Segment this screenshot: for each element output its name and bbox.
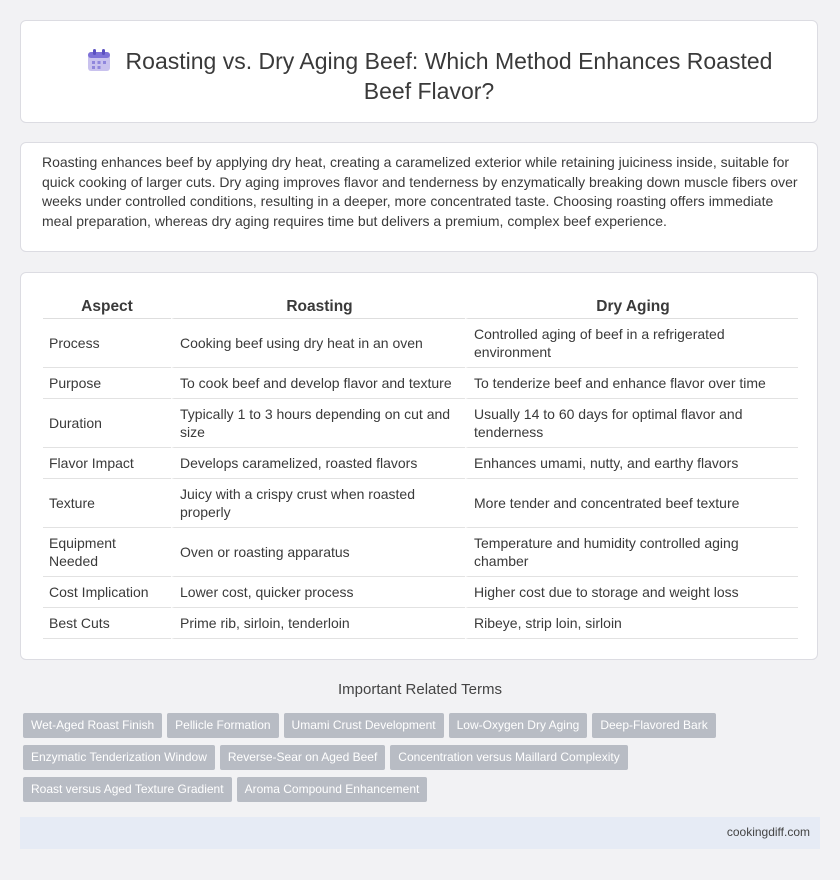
comparison-table: [43, 296, 798, 639]
table-cell: Usually 14 to 60 days for optimal flavor and tenderness: [465, 399, 798, 448]
table-cell: Oven or roasting apparatus: [171, 528, 465, 577]
table-cell: Equipment Needed: [43, 528, 171, 577]
term-tag[interactable]: Low-Oxygen Dry Aging: [449, 713, 588, 738]
table-cell: Typically 1 to 3 hours depending on cut and size: [171, 399, 465, 448]
table-row: [43, 399, 798, 448]
table-cell: Best Cuts: [43, 608, 171, 639]
page-title: Roasting vs. Dry Aging Beef: Which Method Enhances Roasted Beef Flavor?: [125, 48, 773, 104]
term-tag[interactable]: Pellicle Formation: [167, 713, 278, 738]
table-row: [43, 319, 798, 368]
table-cell: Duration: [43, 399, 171, 448]
related-terms-list: [23, 713, 813, 809]
table-cell: Cooking beef using dry heat in an oven: [171, 319, 465, 368]
table-cell: More tender and concentrated beef texture: [465, 479, 798, 528]
table-cell: Purpose: [43, 368, 171, 399]
term-tag[interactable]: Concentration versus Maillard Complexity: [390, 745, 627, 770]
table-row: [43, 368, 798, 399]
footer-bar: [20, 817, 820, 849]
term-tag[interactable]: Umami Crust Development: [284, 713, 444, 738]
term-tag[interactable]: Roast versus Aged Texture Gradient: [23, 777, 232, 802]
table-cell: Cost Implication: [43, 577, 171, 608]
table-cell: To tenderize beef and enhance flavor over time: [465, 368, 798, 399]
table-cell: Prime rib, sirloin, tenderloin: [171, 608, 465, 639]
table-cell: Develops caramelized, roasted flavors: [171, 448, 465, 479]
table-row: [43, 479, 798, 528]
header-dry-aging: Dry Aging: [465, 296, 798, 319]
table-cell: Texture: [43, 479, 171, 528]
comparison-table-card: [20, 272, 818, 660]
term-tag[interactable]: Aroma Compound Enhancement: [237, 777, 428, 802]
table-cell: Controlled aging of beef in a refrigerated environment: [465, 319, 798, 368]
term-tag[interactable]: Wet-Aged Roast Finish: [23, 713, 162, 738]
table-cell: Higher cost due to storage and weight loss: [465, 577, 798, 608]
title-card: [20, 20, 818, 123]
table-cell: Ribeye, strip loin, sirloin: [465, 608, 798, 639]
table-cell: Temperature and humidity controlled aging chamber: [465, 528, 798, 577]
table-row: [43, 608, 798, 639]
table-cell: Process: [43, 319, 171, 368]
calendar-icon: [86, 47, 112, 73]
table-row: [43, 577, 798, 608]
footer-site-link[interactable]: cookingdiff.com: [726, 825, 810, 839]
intro-card: [20, 142, 818, 252]
page-title-wrap: [61, 46, 797, 106]
table-cell: Lower cost, quicker process: [171, 577, 465, 608]
table-row: [43, 448, 798, 479]
header-aspect: Aspect: [43, 296, 171, 319]
term-tag[interactable]: Deep-Flavored Bark: [592, 713, 715, 738]
table-cell: Enhances umami, nutty, and earthy flavors: [465, 448, 798, 479]
intro-paragraph: Roasting enhances beef by applying dry heat, creating a caramelized exterior while retaining juiciness inside, suitable for quick cooking of larger cuts. Dry aging improves flavor and tenderness by enzymatically breaking down muscle fibers over weeks under controlled conditions, resulting in a deeper, more concentrated taste. Choosing roasting offers immediate meal preparation, whereas dry aging requires time but delivers a premium, complex beef experience.: [42, 154, 798, 229]
header-roasting: Roasting: [171, 296, 465, 319]
table-cell: To cook beef and develop flavor and texture: [171, 368, 465, 399]
table-header-row: [43, 296, 798, 319]
table-cell: Juicy with a crispy crust when roasted properly: [171, 479, 465, 528]
term-tag[interactable]: Reverse-Sear on Aged Beef: [220, 745, 385, 770]
table-row: [43, 528, 798, 577]
table-cell: Flavor Impact: [43, 448, 171, 479]
related-terms-heading: Important Related Terms: [338, 681, 502, 698]
term-tag[interactable]: Enzymatic Tenderization Window: [23, 745, 215, 770]
